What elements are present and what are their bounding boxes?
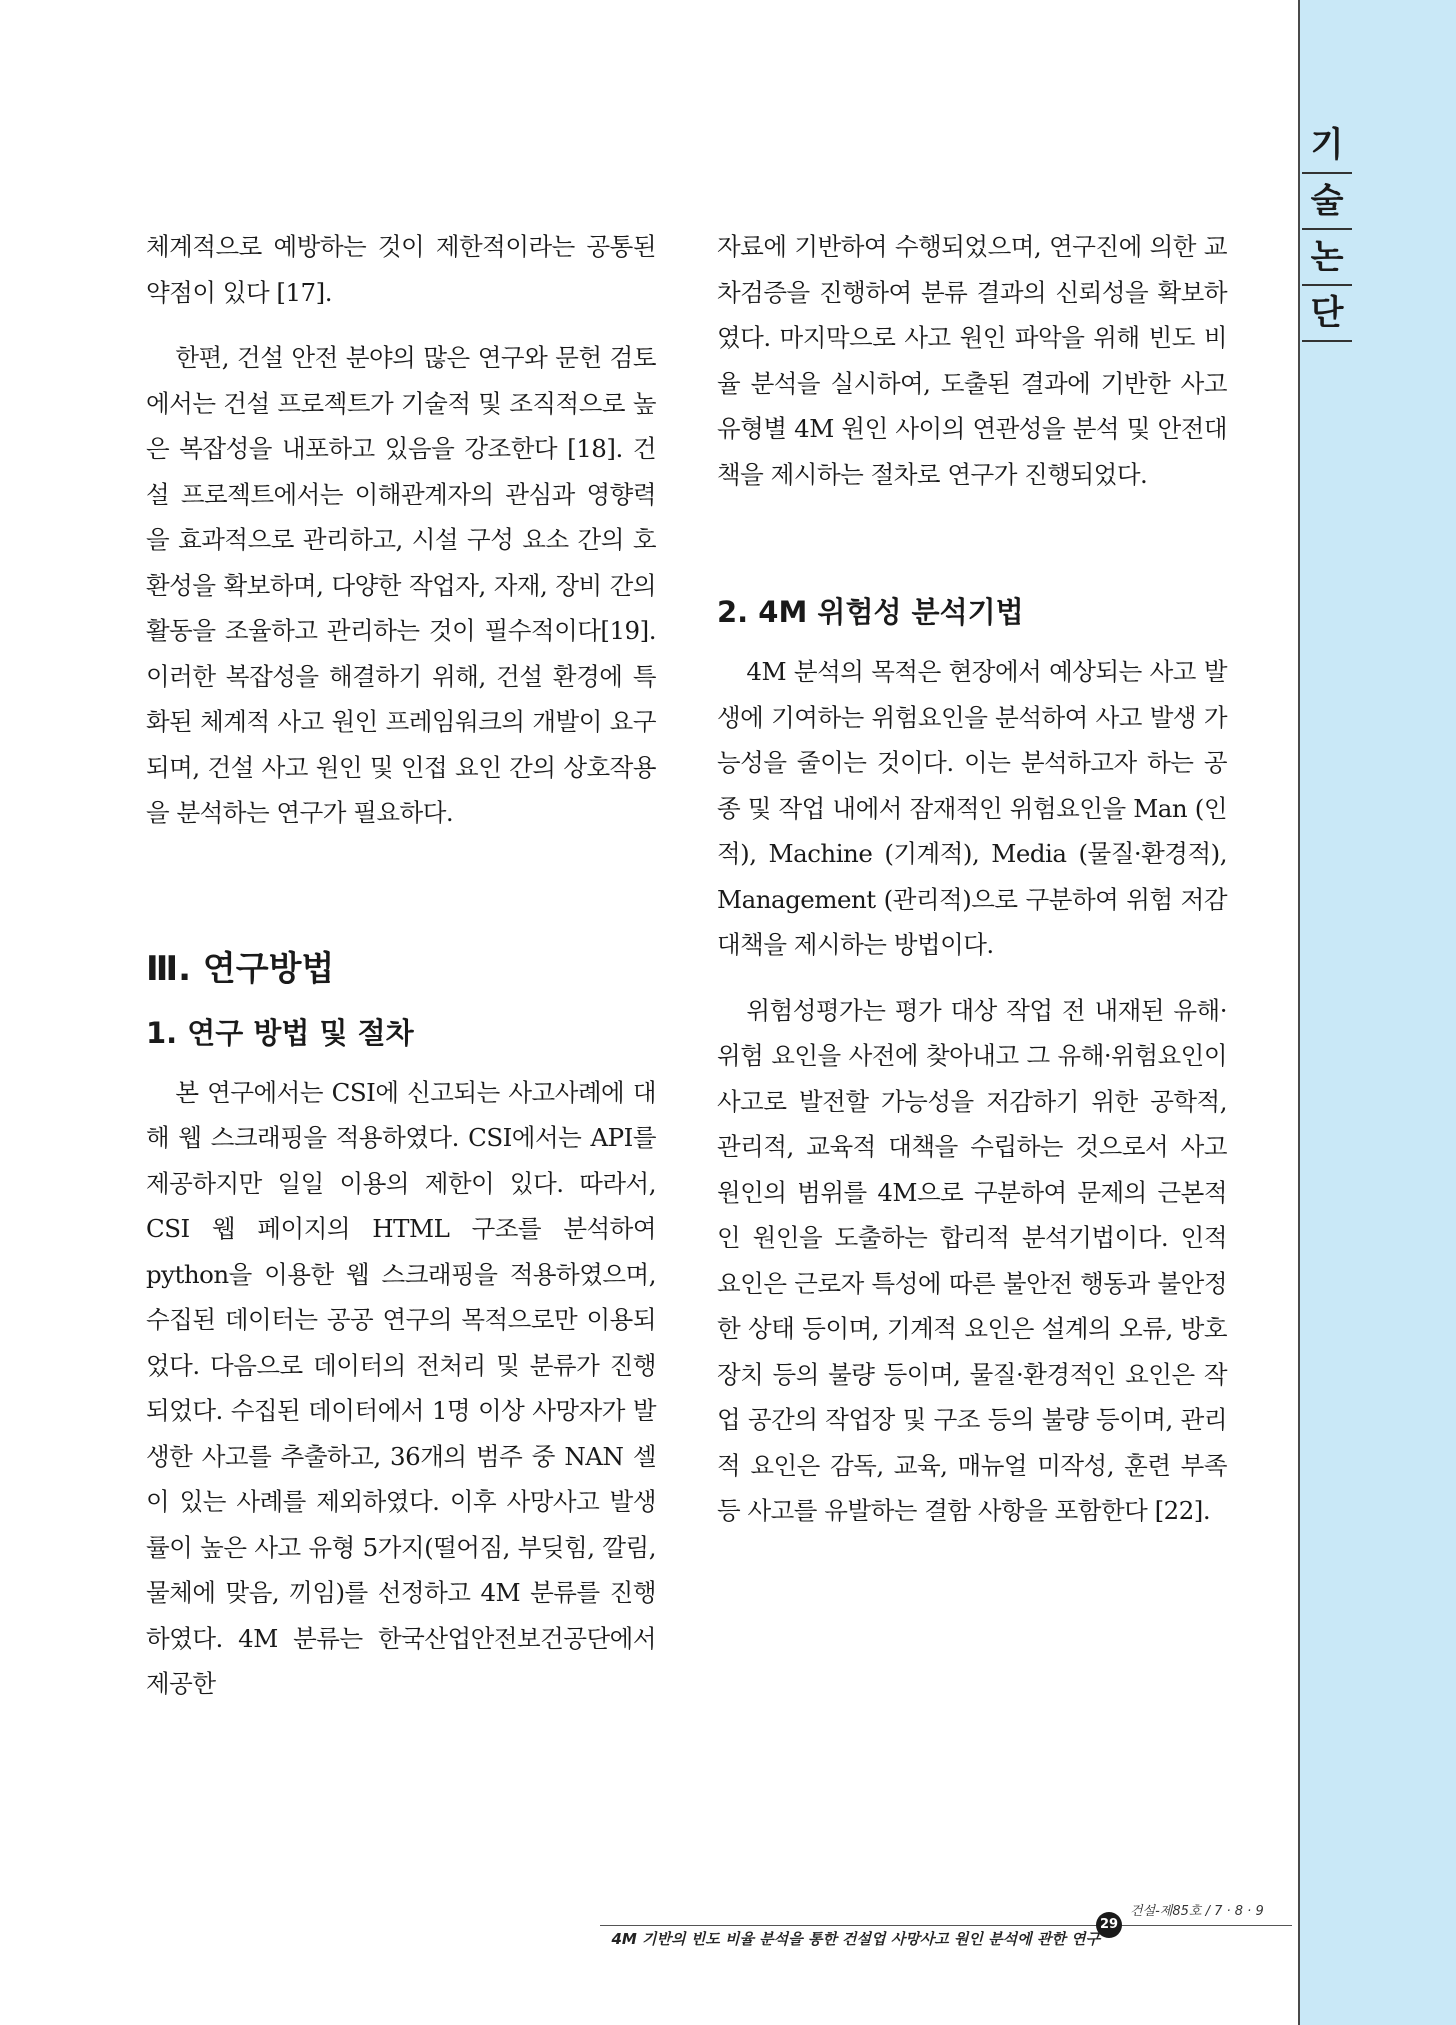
paragraph-4m-purpose: 4M 분석의 목적은 현장에서 예상되는 사고 발생에 기여하는 위험요인을 분석하여 사고 발생 가능성을 줄이는 것이다. 이는 분석하고자 하는 공종 및 작업 내에서 잠재적인 위험요인을 Man (인적), Machine (기계적), Media (물질·환경적), Management (관리적)으로 구분하여 위험 저감 대책을 제시하는 방법이다. — [717, 657, 1227, 959]
section-tab-char: 기 — [1302, 118, 1352, 174]
page-number: 29 — [1096, 1912, 1122, 1938]
journal-issue: 건설-제85호 / 7 · 8 · 9 — [1130, 1904, 1264, 1919]
paragraph-weakness: 체계적으로 예방하는 것이 제한적이라는 공통된 약점이 있다 [17]. — [146, 232, 656, 307]
running-title: 4M 기반의 빈도 비율 분석을 통한 건설업 사망사고 원인 분석에 관한 연구 — [611, 1930, 1100, 1948]
subsection-heading-4m: 2. 4M 위험성 분석기법 — [717, 595, 1024, 629]
footer-rule — [600, 1925, 1292, 1926]
section-tab-char: 논 — [1302, 230, 1352, 286]
paragraph-risk-assessment: 위험성평가는 평가 대상 작업 전 내재된 유해·위험 요인을 사전에 찾아내고 그 유해·위험요인이 사고로 발전할 가능성을 저감하기 위한 공학적, 관리적, 교육적 대책을 수립하는 것으로서 사고 원인의 범위를 4M으로 구분하여 문제의 근본적인 원인을 도출하는 합리적 분석기법이다. 인적 요인은 근로자 특성에 따른 불안전 행동과 불안정한 상태 등이며, 기계적 요인은 설계의 오류, 방호장치 등의 불량 등이며, 물질·환경적인 요인은 작업 공간의 작업장 및 구조 등의 불량 등이며, 관리적 요인은 감독, 교육, 매뉴얼 미작성, 훈련 부족 등 사고를 유발하는 결함 사항을 포함한다 [22]. — [717, 995, 1227, 1525]
section-tab-char: 단 — [1302, 286, 1352, 342]
right-column — [717, 224, 1227, 1534]
paragraph-method: 본 연구에서는 CSI에 신고되는 사고사례에 대해 웹 스크래핑을 적용하였다. CSI에서는 API를 제공하지만 일일 이용의 제한이 있다. 따라서, CSI 웹 페이지의 HTML 구조를 분석하여 python을 이용한 웹 스크래핑을 적용하였으며, 수집된 데이터는 공공 연구의 목적으로만 이용되었다. 다음으로 데이터의 전처리 및 분류가 진행되었다. 수집된 데이터에서 1명 이상 사망자가 발생한 사고를 추출하고, 36개의 범주 중 NAN 셀이 있는 사례를 제외하였다. 이후 사망사고 발생률이 높은 사고 유형 5가지(떨어짐, 부딪힘, 깔림, 물체에 맞음, 끼임)를 선정하고 4M 분류를 진행하였다. 4M 분류는 한국산업안전보건공단에서 제공한 — [146, 1077, 656, 1698]
paragraph-complexity: 한편, 건설 안전 분야의 많은 연구와 문헌 검토에서는 건설 프로젝트가 기술적 및 조직적으로 높은 복잡성을 내포하고 있음을 강조한다 [18]. 건설 프로젝트에서는 이해관계자의 관심과 영향력을 효과적으로 관리하고, 시설 구성 요소 간의 호환성을 확보하며, 다양한 작업자, 자재, 장비 간의 활동을 조율하고 관리하는 것이 필수적이다[19]. 이러한 복잡성을 해결하기 위해, 건설 환경에 특화된 체계적 사고 원인 프레임워크의 개발이 요구되며, 건설 사고 원인 및 인접 요인 간의 상호작용을 분석하는 연구가 필요하다. — [146, 343, 656, 827]
paragraph-procedure: 자료에 기반하여 수행되었으며, 연구진에 의한 교차검증을 진행하여 분류 결과의 신뢰성을 확보하였다. 마지막으로 사고 원인 파악을 위해 빈도 비율 분석을 실시하여, 도출된 결과에 기반한 사고 유형별 4M 원인 사이의 연관성을 분석 및 안전대책을 제시하는 절차로 연구가 진행되었다. — [717, 232, 1227, 489]
section-tab-label — [1302, 118, 1352, 342]
section-heading: Ⅲ. 연구방법 — [146, 948, 335, 989]
subsection-heading-method: 1. 연구 방법 및 절차 — [146, 1015, 414, 1050]
left-column — [146, 224, 656, 1707]
section-tab-char: 술 — [1302, 174, 1352, 230]
